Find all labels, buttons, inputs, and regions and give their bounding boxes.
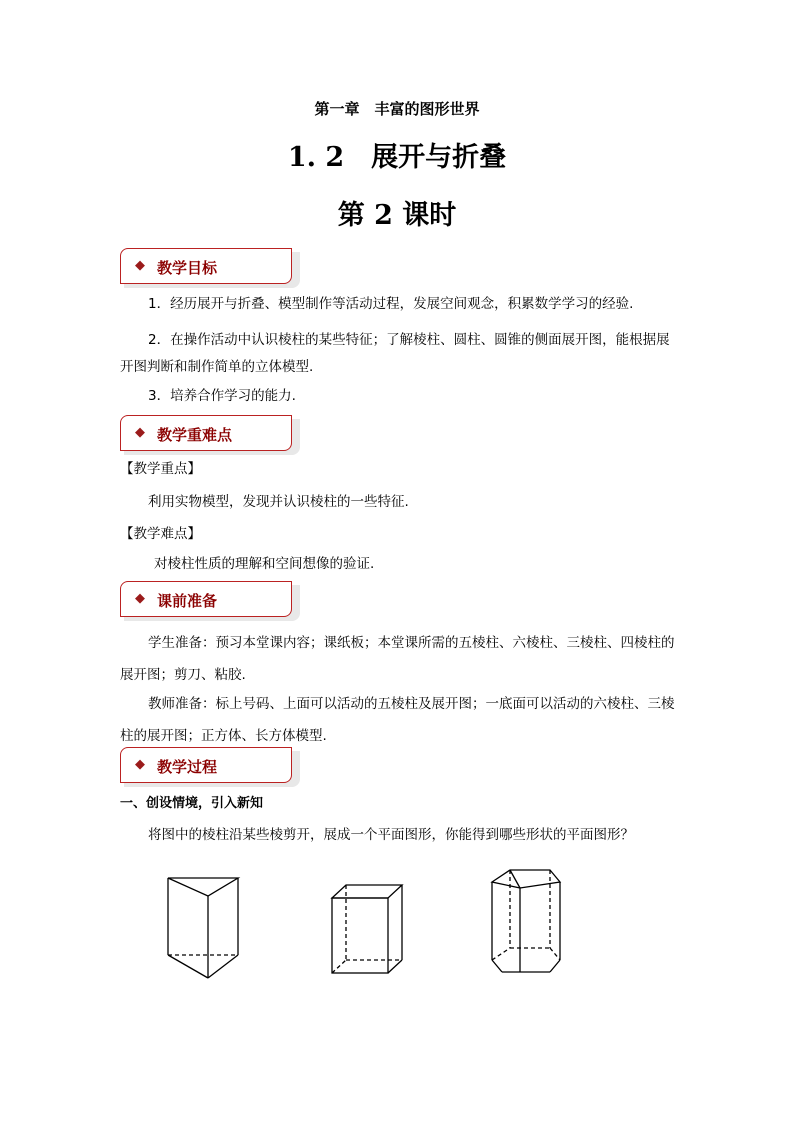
section-title: 教学目标 <box>157 259 218 277</box>
diamond-icon: ◆ <box>135 425 145 440</box>
teacher-prep: 教师准备：标上号码、上面可以活动的五棱柱及展开图；一底面可以活动的六棱柱、三棱柱的展开图；正方体、长方体模型. <box>120 696 675 744</box>
focus-text: 利用实物模型，发现并认识棱柱的一些特征. <box>148 494 409 510</box>
focus-label: 【教学重点】 <box>120 461 201 477</box>
objective-item: 2．在操作活动中认识棱柱的某些特征；了解棱柱、圆柱、圆锥的侧面展开图，能根据展开图判断和制作简单的立体模型. <box>120 332 670 375</box>
period-title: 第 2 课时 <box>337 200 457 231</box>
difficulty-text: 对棱柱性质的理解和空间想像的验证. <box>154 556 375 572</box>
section-key-points <box>120 415 292 451</box>
objective-item: 3．培养合作学习的能力. <box>148 388 296 404</box>
section-title: 课前准备 <box>157 592 218 610</box>
section-title: 教学过程 <box>157 758 218 776</box>
prism-figures <box>160 860 640 1000</box>
objective-item: 1．经历展开与折叠、模型制作等活动过程，发展空间观念，积累数学学习的经验. <box>148 296 634 312</box>
section-objectives <box>120 248 292 284</box>
lesson-title: 1. 2 展开与折叠 <box>287 142 507 173</box>
section-preparation <box>120 581 292 617</box>
section-title: 教学重难点 <box>157 426 233 444</box>
diamond-icon: ◆ <box>135 757 145 772</box>
step-heading: 一、创设情境，引入新知 <box>120 796 264 811</box>
rectangular-prism-figure <box>332 885 402 973</box>
difficulty-label: 【教学难点】 <box>120 526 201 542</box>
chapter-heading: 第一章 丰富的图形世界 <box>314 100 480 118</box>
student-prep: 学生准备：预习本堂课内容；课纸板；本堂课所需的五棱柱、六棱柱、三棱柱、四棱柱的展开图；剪刀、粘胶. <box>120 635 675 683</box>
diamond-icon: ◆ <box>135 591 145 606</box>
step-text: 将图中的棱柱沿某些棱剪开，展成一个平面图形，你能得到哪些形状的平面图形？ <box>148 827 634 843</box>
triangular-prism-figure <box>168 878 238 978</box>
section-process <box>120 747 292 783</box>
diamond-icon: ◆ <box>135 258 145 273</box>
pentagonal-prism-figure <box>492 870 560 972</box>
